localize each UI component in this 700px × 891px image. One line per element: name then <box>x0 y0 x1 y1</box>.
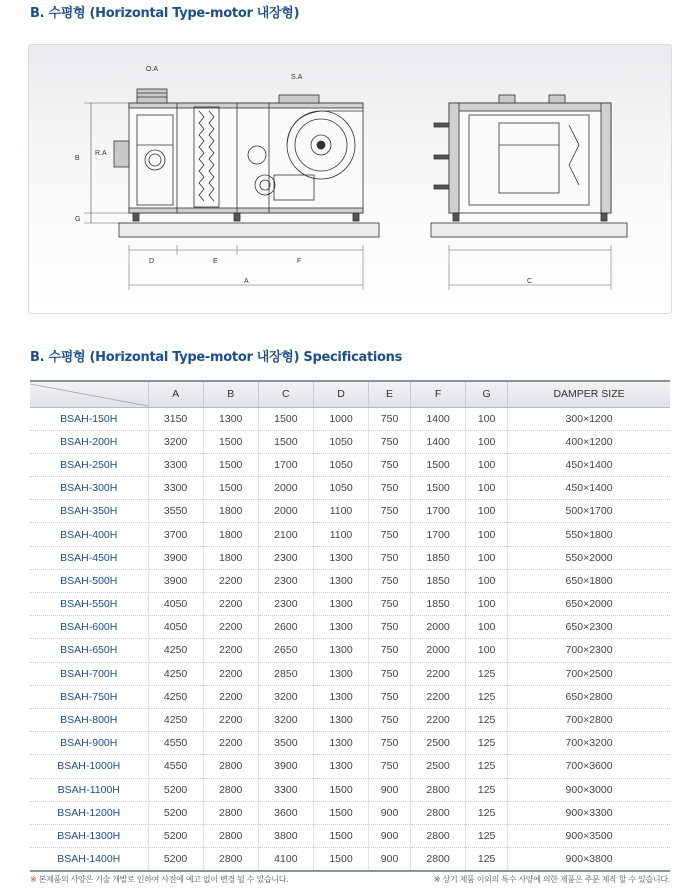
value-cell: 2200 <box>203 639 258 662</box>
value-cell: 1400 <box>411 430 466 453</box>
value-cell: 1800 <box>203 523 258 546</box>
value-cell: 2800 <box>411 824 466 847</box>
value-cell: 125 <box>466 801 508 824</box>
value-cell: 2850 <box>258 662 313 685</box>
drawing-section-title: B. 수평형 (Horizontal Type-motor 내장형) <box>30 6 300 21</box>
value-cell: 1050 <box>313 430 368 453</box>
value-cell: 450×1400 <box>508 477 670 500</box>
note-left-mark: ※ <box>30 875 37 884</box>
value-cell: 550×1800 <box>508 523 670 546</box>
value-cell: 700×3200 <box>508 732 670 755</box>
value-cell: 1500 <box>411 453 466 476</box>
value-cell: 700×2800 <box>508 708 670 731</box>
table-row <box>30 593 670 616</box>
value-cell: 1500 <box>203 477 258 500</box>
note-left <box>30 874 288 885</box>
value-cell: 1500 <box>203 453 258 476</box>
value-cell: 750 <box>369 755 411 778</box>
value-cell: 1300 <box>313 755 368 778</box>
value-cell: 100 <box>466 453 508 476</box>
c-dim-label: C <box>527 278 533 285</box>
value-cell: 100 <box>466 639 508 662</box>
value-cell: 900 <box>369 778 411 801</box>
value-cell: 4250 <box>148 708 203 731</box>
model-cell: BSAH-450H <box>30 546 148 569</box>
model-cell: BSAH-600H <box>30 616 148 639</box>
value-cell: 2100 <box>258 523 313 546</box>
table-row <box>30 639 670 662</box>
header-damper-size: DAMPER SIZE <box>508 381 670 407</box>
value-cell: 4550 <box>148 755 203 778</box>
table-row <box>30 523 670 546</box>
value-cell: 100 <box>466 500 508 523</box>
value-cell: 3550 <box>148 500 203 523</box>
model-cell: BSAH-400H <box>30 523 148 546</box>
value-cell: 100 <box>466 593 508 616</box>
value-cell: 4100 <box>258 848 313 871</box>
value-cell: 2600 <box>258 616 313 639</box>
value-cell: 750 <box>369 593 411 616</box>
table-row <box>30 778 670 801</box>
value-cell: 900 <box>369 848 411 871</box>
model-cell: BSAH-500H <box>30 569 148 592</box>
model-cell: BSAH-750H <box>30 685 148 708</box>
value-cell: 900×3000 <box>508 778 670 801</box>
value-cell: 100 <box>466 430 508 453</box>
corner-diagonal <box>30 382 148 408</box>
front-view <box>431 95 627 290</box>
value-cell: 100 <box>466 546 508 569</box>
value-cell: 2800 <box>203 801 258 824</box>
side-view <box>84 89 379 290</box>
value-cell: 750 <box>369 616 411 639</box>
value-cell: 750 <box>369 732 411 755</box>
model-cell: BSAH-700H <box>30 662 148 685</box>
table-row <box>30 732 670 755</box>
ra-label: R.A <box>95 150 107 157</box>
value-cell: 100 <box>466 477 508 500</box>
value-cell: 1300 <box>313 616 368 639</box>
table-row <box>30 801 670 824</box>
value-cell: 1300 <box>313 708 368 731</box>
technical-drawing-panel <box>28 44 672 314</box>
value-cell: 1300 <box>313 662 368 685</box>
value-cell: 1850 <box>411 546 466 569</box>
value-cell: 3800 <box>258 824 313 847</box>
value-cell: 2200 <box>203 732 258 755</box>
note-right-text: 상기 제품 이외의 특수 사양에 의한 제품은 주문 제작 할 수 있습니다. <box>442 875 670 884</box>
value-cell: 900 <box>369 824 411 847</box>
value-cell: 100 <box>466 616 508 639</box>
value-cell: 2200 <box>411 662 466 685</box>
value-cell: 1800 <box>203 500 258 523</box>
table-row <box>30 848 670 871</box>
value-cell: 2300 <box>258 546 313 569</box>
value-cell: 4050 <box>148 616 203 639</box>
value-cell: 2000 <box>258 477 313 500</box>
value-cell: 2000 <box>411 616 466 639</box>
value-cell: 1500 <box>258 407 313 430</box>
value-cell: 1500 <box>313 824 368 847</box>
value-cell: 1500 <box>411 477 466 500</box>
value-cell: 650×2000 <box>508 593 670 616</box>
table-row <box>30 708 670 731</box>
value-cell: 3200 <box>258 685 313 708</box>
value-cell: 1500 <box>313 778 368 801</box>
value-cell: 2800 <box>411 778 466 801</box>
header-a: A <box>148 381 203 407</box>
value-cell: 1700 <box>411 523 466 546</box>
value-cell: 4250 <box>148 685 203 708</box>
value-cell: 2200 <box>203 708 258 731</box>
value-cell: 2000 <box>411 639 466 662</box>
note-right-mark: ※ <box>433 875 441 884</box>
table-row <box>30 453 670 476</box>
value-cell: 900×3500 <box>508 824 670 847</box>
table-row <box>30 430 670 453</box>
model-cell: BSAH-1400H <box>30 848 148 871</box>
value-cell: 1000 <box>313 407 368 430</box>
value-cell: 125 <box>466 662 508 685</box>
value-cell: 1300 <box>313 639 368 662</box>
value-cell: 2800 <box>203 848 258 871</box>
value-cell: 3900 <box>148 546 203 569</box>
value-cell: 750 <box>369 523 411 546</box>
f-dim-label: F <box>297 258 302 265</box>
value-cell: 700×3600 <box>508 755 670 778</box>
value-cell: 750 <box>369 662 411 685</box>
model-cell: BSAH-1000H <box>30 755 148 778</box>
value-cell: 650×2300 <box>508 616 670 639</box>
table-header-row <box>30 381 670 407</box>
model-cell: BSAH-550H <box>30 593 148 616</box>
value-cell: 750 <box>369 453 411 476</box>
table-body <box>30 407 670 871</box>
table-row <box>30 685 670 708</box>
value-cell: 2800 <box>203 824 258 847</box>
a-dim-label: A <box>244 278 249 285</box>
oa-label: O.A <box>146 66 159 73</box>
value-cell: 2800 <box>411 801 466 824</box>
value-cell: 125 <box>466 732 508 755</box>
note-left-text: 본제품의 사양은 기술 개발로 인하여 사전에 예고 없이 변경 될 수 있습니다. <box>38 875 289 884</box>
value-cell: 1050 <box>313 477 368 500</box>
value-cell: 2300 <box>258 569 313 592</box>
value-cell: 400×1200 <box>508 430 670 453</box>
table-row <box>30 477 670 500</box>
value-cell: 125 <box>466 755 508 778</box>
table-row <box>30 616 670 639</box>
value-cell: 1300 <box>313 569 368 592</box>
value-cell: 1300 <box>313 593 368 616</box>
value-cell: 1050 <box>313 453 368 476</box>
value-cell: 2500 <box>411 732 466 755</box>
value-cell: 4050 <box>148 593 203 616</box>
value-cell: 700×2300 <box>508 639 670 662</box>
value-cell: 1850 <box>411 593 466 616</box>
value-cell: 3900 <box>148 569 203 592</box>
model-cell: BSAH-1200H <box>30 801 148 824</box>
model-cell: BSAH-200H <box>30 430 148 453</box>
value-cell: 3150 <box>148 407 203 430</box>
value-cell: 700×2500 <box>508 662 670 685</box>
model-cell: BSAH-350H <box>30 500 148 523</box>
value-cell: 5200 <box>148 778 203 801</box>
value-cell: 3600 <box>258 801 313 824</box>
value-cell: 2500 <box>411 755 466 778</box>
table-row <box>30 755 670 778</box>
g-dim-label: G <box>75 216 81 223</box>
value-cell: 5200 <box>148 824 203 847</box>
model-cell: BSAH-1100H <box>30 778 148 801</box>
value-cell: 5200 <box>148 801 203 824</box>
table-row <box>30 569 670 592</box>
value-cell: 2200 <box>203 569 258 592</box>
value-cell: 125 <box>466 685 508 708</box>
value-cell: 100 <box>466 569 508 592</box>
model-cell: BSAH-250H <box>30 453 148 476</box>
value-cell: 3200 <box>258 708 313 731</box>
table-row <box>30 662 670 685</box>
spec-section-title: B. 수평형 (Horizontal Type-motor 내장형) Specifications <box>30 350 403 365</box>
model-cell: BSAH-1300H <box>30 824 148 847</box>
value-cell: 1500 <box>313 801 368 824</box>
value-cell: 750 <box>369 430 411 453</box>
value-cell: 500×1700 <box>508 500 670 523</box>
value-cell: 2000 <box>258 500 313 523</box>
specifications-table <box>30 380 670 872</box>
value-cell: 750 <box>369 708 411 731</box>
value-cell: 3700 <box>148 523 203 546</box>
value-cell: 1300 <box>203 407 258 430</box>
header-e: E <box>369 381 411 407</box>
header-f: F <box>411 381 466 407</box>
value-cell: 1700 <box>411 500 466 523</box>
table-row <box>30 824 670 847</box>
value-cell: 750 <box>369 569 411 592</box>
value-cell: 750 <box>369 546 411 569</box>
value-cell: 3200 <box>148 430 203 453</box>
technical-drawing <box>29 45 673 315</box>
b-dim-label: B <box>75 155 80 162</box>
value-cell: 3300 <box>148 477 203 500</box>
value-cell: 3300 <box>148 453 203 476</box>
value-cell: 1100 <box>313 523 368 546</box>
value-cell: 125 <box>466 824 508 847</box>
value-cell: 750 <box>369 685 411 708</box>
value-cell: 550×2000 <box>508 546 670 569</box>
value-cell: 4550 <box>148 732 203 755</box>
value-cell: 3300 <box>258 778 313 801</box>
value-cell: 2200 <box>203 593 258 616</box>
value-cell: 1500 <box>203 430 258 453</box>
e-dim-label: E <box>213 258 218 265</box>
value-cell: 650×1800 <box>508 569 670 592</box>
header-c: C <box>258 381 313 407</box>
value-cell: 750 <box>369 407 411 430</box>
value-cell: 1500 <box>258 430 313 453</box>
value-cell: 2200 <box>203 685 258 708</box>
table-row <box>30 546 670 569</box>
value-cell: 1500 <box>313 848 368 871</box>
value-cell: 2200 <box>203 616 258 639</box>
value-cell: 1300 <box>313 546 368 569</box>
table-corner-cell <box>30 381 148 407</box>
header-g: G <box>466 381 508 407</box>
note-right <box>434 874 670 885</box>
value-cell: 1850 <box>411 569 466 592</box>
value-cell: 1400 <box>411 407 466 430</box>
value-cell: 900×3300 <box>508 801 670 824</box>
value-cell: 3900 <box>258 755 313 778</box>
value-cell: 900×3800 <box>508 848 670 871</box>
value-cell: 900 <box>369 801 411 824</box>
model-cell: BSAH-800H <box>30 708 148 731</box>
d-dim-label: D <box>149 258 155 265</box>
value-cell: 2650 <box>258 639 313 662</box>
value-cell: 4250 <box>148 662 203 685</box>
model-cell: BSAH-300H <box>30 477 148 500</box>
header-d: D <box>313 381 368 407</box>
value-cell: 2800 <box>203 778 258 801</box>
value-cell: 3500 <box>258 732 313 755</box>
value-cell: 100 <box>466 407 508 430</box>
model-cell: BSAH-650H <box>30 639 148 662</box>
value-cell: 2200 <box>203 662 258 685</box>
value-cell: 650×2800 <box>508 685 670 708</box>
value-cell: 125 <box>466 708 508 731</box>
value-cell: 5200 <box>148 848 203 871</box>
value-cell: 2200 <box>411 685 466 708</box>
value-cell: 125 <box>466 848 508 871</box>
value-cell: 2800 <box>411 848 466 871</box>
value-cell: 1300 <box>313 685 368 708</box>
table-row <box>30 407 670 430</box>
model-cell: BSAH-150H <box>30 407 148 430</box>
value-cell: 1800 <box>203 546 258 569</box>
value-cell: 1100 <box>313 500 368 523</box>
table-row <box>30 500 670 523</box>
value-cell: 750 <box>369 500 411 523</box>
value-cell: 2800 <box>203 755 258 778</box>
value-cell: 2300 <box>258 593 313 616</box>
value-cell: 2200 <box>411 708 466 731</box>
value-cell: 750 <box>369 639 411 662</box>
value-cell: 750 <box>369 477 411 500</box>
value-cell: 100 <box>466 523 508 546</box>
sa-label: S.A <box>291 74 303 81</box>
value-cell: 1300 <box>313 732 368 755</box>
value-cell: 125 <box>466 778 508 801</box>
value-cell: 450×1400 <box>508 453 670 476</box>
header-b: B <box>203 381 258 407</box>
value-cell: 1700 <box>258 453 313 476</box>
value-cell: 4250 <box>148 639 203 662</box>
model-cell: BSAH-900H <box>30 732 148 755</box>
value-cell: 300×1200 <box>508 407 670 430</box>
